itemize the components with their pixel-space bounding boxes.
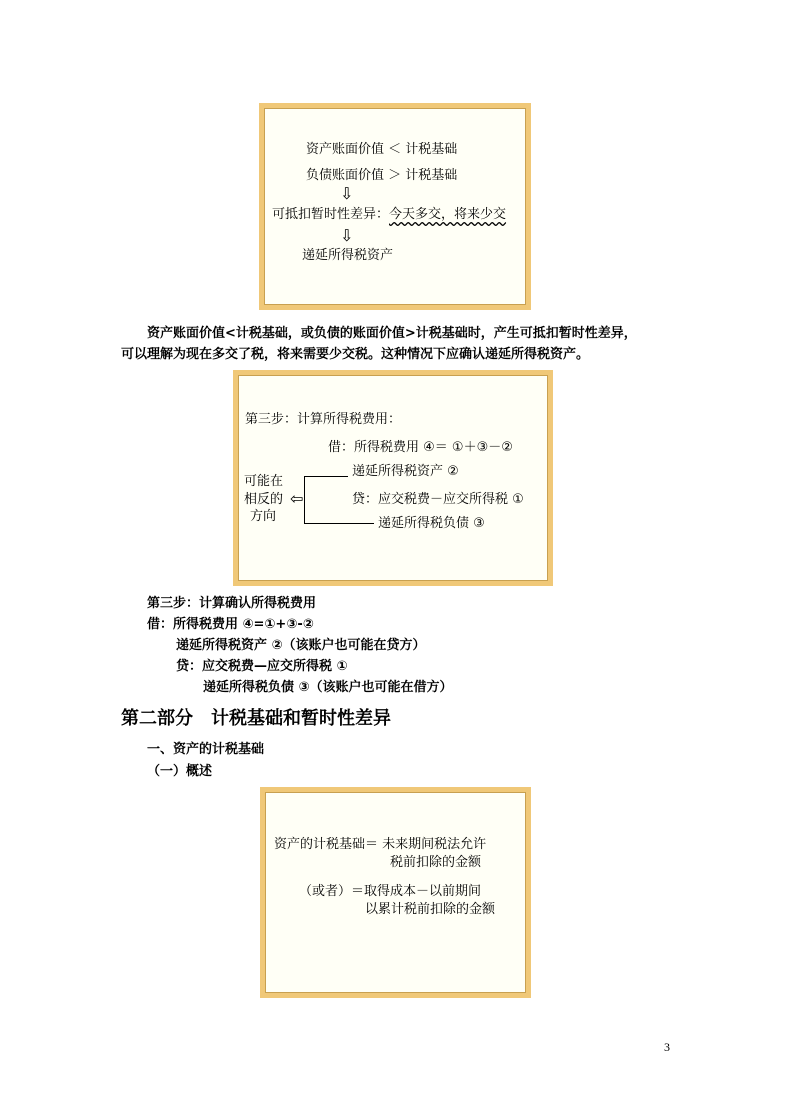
diagram-box-deductible-difference	[259, 103, 531, 310]
down-arrow-icon: ⇩	[340, 226, 354, 245]
step3-credit: 贷：应交税费—应交所得税 ①	[176, 659, 348, 674]
box2-deferred-asset: 递延所得税资产 ②	[352, 464, 459, 479]
subsection1-heading: （一）概述	[147, 764, 213, 779]
box2-deferred-liability: 递延所得税负债 ③	[378, 516, 485, 531]
box2-side3: 方向	[250, 509, 277, 524]
paragraph1-line2: 可以理解为现在多交了税，将来需要少交税。这种情况下应确认递延所得税资产。	[121, 347, 590, 362]
left-arrow-icon: ⇦	[290, 489, 304, 508]
step3-asset: 递延所得税资产 ②（该账户也可能在贷方）	[176, 638, 426, 653]
step3-debit: 借：所得税费用 ④=①+③-②	[147, 617, 314, 632]
part2-heading: 第二部分 计税基础和暂时性差异	[121, 708, 391, 729]
box1-line3-wavy: 今天多交，将来少交	[389, 207, 507, 222]
section1-heading: 一、资产的计税基础	[147, 742, 265, 757]
box3-line3: （或者）＝取得成本－以前期间	[299, 884, 482, 899]
diagram-box-income-tax-expense	[233, 370, 553, 586]
bracket-bottom	[304, 523, 374, 524]
box2-debit: 借：所得税费用 ④＝ ①＋③－②	[328, 440, 513, 455]
box1-line2: 负债账面价值 ＞ 计税基础	[306, 168, 458, 183]
box2-credit: 贷：应交税费－应交所得税 ①	[352, 492, 524, 507]
down-arrow-icon: ⇩	[340, 184, 354, 203]
box1-line1: 资产账面价值 ＜ 计税基础	[306, 142, 458, 157]
box3-line4: 以累计税前扣除的金额	[365, 902, 496, 917]
box1-line3	[272, 207, 506, 223]
box3-line2: 税前扣除的金额	[390, 855, 482, 870]
box1-line3-prefix: 可抵扣暂时性差异：	[272, 207, 390, 222]
box2-title: 第三步：计算所得税费用：	[245, 412, 402, 427]
bracket-vertical	[304, 476, 305, 524]
box2-side1: 可能在	[244, 474, 284, 489]
diagram-box-asset-tax-base	[260, 787, 531, 998]
step3-title: 第三步：计算确认所得税费用	[147, 596, 317, 611]
box2-side2: 相反的	[244, 492, 284, 507]
step3-liability: 递延所得税负债 ③（该账户也可能在借方）	[203, 680, 453, 695]
box1-line4: 递延所得税资产	[302, 248, 394, 263]
box3-line1: 资产的计税基础＝ 未来期间税法允许	[274, 837, 487, 852]
paragraph1-line1: 资产账面价值<计税基础，或负债的账面价值>计税基础时，产生可抵扣暂时性差异，	[147, 326, 637, 341]
page-number: 3	[664, 1040, 670, 1054]
bracket-top	[304, 476, 348, 477]
